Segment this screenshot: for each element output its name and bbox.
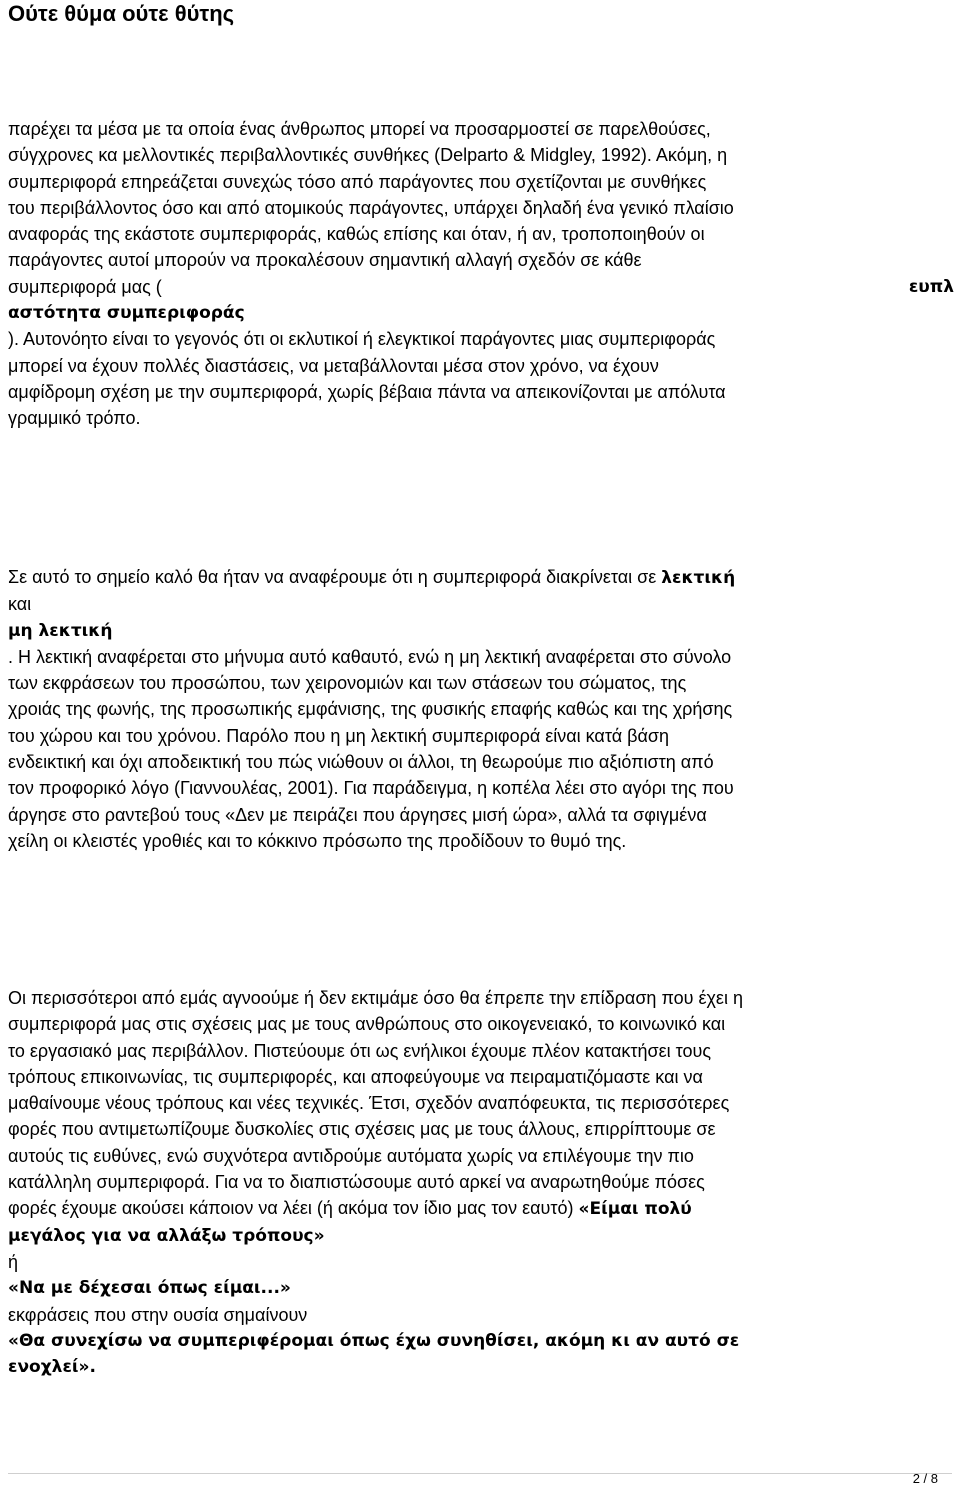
text-line [8,564,954,591]
text-line: εκφράσεις που στην ουσία σημαίνουν [8,1304,308,1325]
text-line: μαθαίνουμε νέους τρόπους και νέες τεχνικές. Έτσι, σχεδόν αναπόφευκτα, τις περισσότερες [8,1093,730,1114]
text-line: ή [8,1251,19,1272]
text-line [8,1195,954,1222]
bold-quote: «Να με δέχεσαι όπως είμαι...» [8,1278,291,1299]
footer-divider [8,1473,952,1474]
page-number: 2 / 8 [912,1471,938,1486]
text-line: κατάλληλη συμπεριφορά. Για να το διαπιστώσουμε αυτό αρκεί να αναρωτηθούμε πόσες [8,1172,705,1193]
text-line: αμφίδρομη σχέση με την συμπεριφορά, χωρίς βέβαια πάντα να απεικονίζονται με απόλυτα [8,381,726,402]
bold-quote: «Είμαι πολύ [578,1199,692,1220]
text-line: αναφοράς της εκάστοτε συμπεριφοράς, καθώς επίσης και όταν, ή αν, τροποποιηθούν οι [8,224,705,245]
text-line: των εκφράσεων του προσώπου, των χειρονομιών και των στάσεων του σώματος, της [8,673,687,694]
text-line: άργησε στο ραντεβού τους «Δεν με πειράζει που άργησες μισή ώρα», αλλά τα σφιγμένα [8,804,707,825]
bold-quote: «Θα συνεχίσω να συμπεριφέρομαι όπως έχω συνηθίσει, ακόμη κι αν αυτό σε [8,1330,740,1351]
text-line: χείλη οι κλειστές γροθιές και το κόκκινο πρόσωπο της προδίδουν το θυμό της. [8,830,627,851]
bold-quote: ενοχλεί». [8,1357,96,1378]
text-line: του περιβάλλοντος όσο και από ατομικούς παράγοντες, υπάρχει δηλαδή ένα γενικό πλαίσιο [8,197,734,218]
bold-term-end: αστότητα συμπεριφοράς [8,303,245,324]
text-line: ενδεικτική και όχι αποδεικτική του πώς νιώθουν οι άλλοι, τη θεωρούμε πιο αξιόπιστη από [8,752,714,773]
text-line: τον προφορικό λόγο (Γιαννουλέας, 2001). Για παράδειγμα, η κοπέλα λέει στο αγόρι της που [8,778,734,799]
text-line: και [8,594,32,615]
text-line: Οι περισσότεροι από εμάς αγνοούμε ή δεν εκτιμάμε όσο θα έπρεπε την επίδραση που έχει η [8,988,743,1008]
bold-term: λεκτική [661,568,736,588]
text-line: αυτούς τις ευθύνες, ενώ συχνότερα αντιδρούμε αυτόματα χωρίς να επιλέγουμε την πιο [8,1145,694,1166]
text-line: το εργασιακό μας περιβάλλον. Πιστεύουμε ότι ως ενήλικοι έχουμε πλέον κατακτήσει τους [8,1040,712,1061]
document-title: Ούτε θύμα ούτε θύτης [8,1,235,26]
text-line: σύγχρονες κα μελλοντικές περιβαλλοντικές συνθήκες (Delparto & Midgley, 1992). Ακόμη, η [8,145,728,166]
text-line: . Η λεκτική αναφέρεται στο μήνυμα αυτό καθαυτό, ενώ η μη λεκτική αναφέρεται στο σύνολο [8,646,732,667]
text-line: παράγοντες αυτοί μπορούν να προκαλέσουν σημαντική αλλαγή σχεδόν σε κάθε [8,250,642,271]
text-fragment: φορές έχουμε ακούσει κάποιον να λέει (ή ακόμα τον ίδιο μας τον εαυτό) [8,1198,579,1219]
text-line: τρόπους επικοινωνίας, τις συμπεριφορές, και αποφεύγουμε να πειραματιζόμαστε και να [8,1066,703,1087]
text-line-split [8,274,954,300]
paragraph-2 [8,564,954,854]
text-line: ). Αυτονόητο είναι το γεγονός ότι οι εκλυτικοί ή ελεγκτικοί παράγοντες μιας συμπεριφοράς [8,329,716,350]
text-line: φορές που αντιμετωπίζουμε δυσκολίες στις σχέσεις μας με τους άλλους, επιρρίπτουμε σε [8,1119,716,1140]
text-line: συμπεριφορά επηρεάζεται συνεχώς τόσο από παράγοντες που σχετίζονται με συνθήκες [8,171,707,192]
bold-term: μη λεκτική [8,620,113,641]
bold-quote: μεγάλος για να αλλάξω τρόπους» [8,1225,325,1246]
text-fragment: Σε αυτό το σημείο καλό θα ήταν να αναφέρουμε ότι η συμπεριφορά διακρίνεται σε [8,567,662,587]
paragraph-3 [8,985,954,1380]
bold-term-start: ευπλ [908,276,954,297]
text-fragment: συμπεριφορά μας ( [8,276,162,297]
text-line: γραμμικό τρόπο. [8,408,141,429]
text-line: μπορεί να έχουν πολλές διαστάσεις, να μεταβάλλονται μέσα στον χρόνο, να έχουν [8,355,659,376]
text-line: χροιάς της φωνής, της προσωπικής εμφάνισης, της φυσικής επαφής καθώς και της χρήσης [8,699,733,720]
text-line: συμπεριφορά μας στις σχέσεις μας με τους ανθρώπους στο οικογενειακό, το κοινωνικό και [8,1014,726,1035]
text-line: του χώρου και του χρόνου. Παρόλο που η μη λεκτική συμπεριφορά είναι κατά βάση [8,725,669,746]
paragraph-1 [8,116,954,432]
text-line: παρέχει τα μέσα με τα οποία ένας άνθρωπος μπορεί να προσαρμοστεί σε παρελθούσες, [8,119,711,139]
